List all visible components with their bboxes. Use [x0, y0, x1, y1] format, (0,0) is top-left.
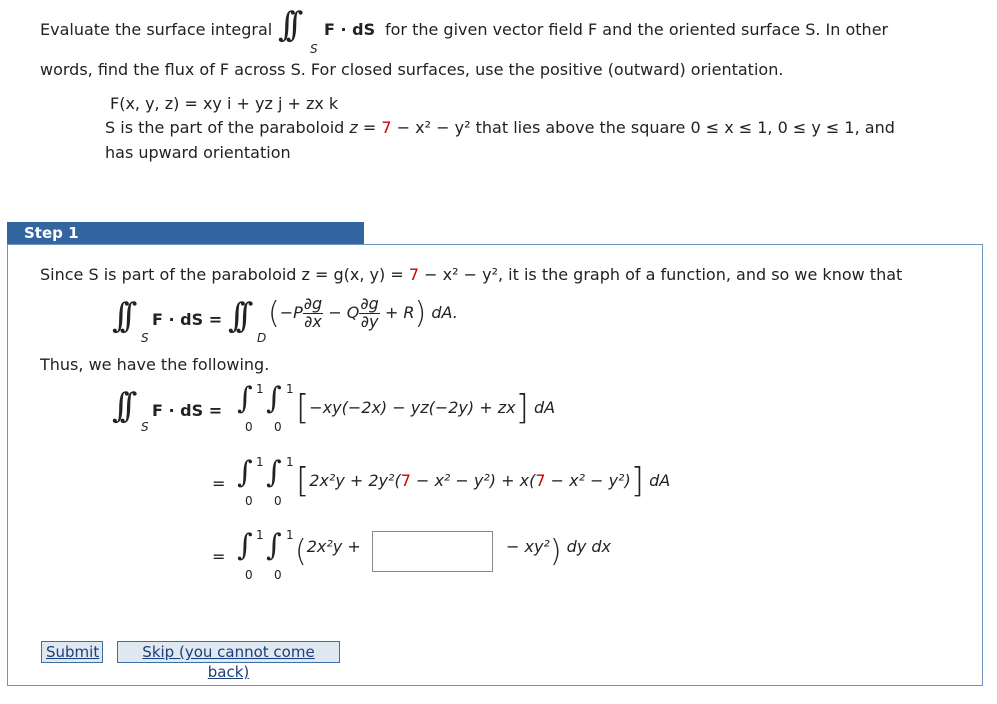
line3-inner-lower: 0	[274, 568, 282, 582]
step-header: Step 1	[7, 222, 364, 245]
step-intro	[40, 265, 902, 284]
line3-outer-lower: 0	[245, 568, 253, 582]
formula-lhs-sub: S	[141, 331, 149, 345]
step-intro-a: Since S is part of the paraboloid z = g(x, y) =	[40, 265, 404, 284]
line2-da: dA	[649, 471, 671, 490]
surface-description	[105, 118, 895, 137]
paraboloid-constant: 7	[381, 118, 392, 137]
line2-inner-integral: ∫	[266, 455, 282, 490]
line3-open: (2x²y +	[295, 534, 361, 569]
line1-lhs-integral: ∫∫	[112, 386, 128, 426]
line2-b: − x² − y²) + x(	[415, 471, 536, 490]
line1-inner-lower: 0	[274, 420, 282, 434]
evaluate-text: Evaluate the surface integral	[40, 20, 273, 39]
line1-body: −xy(−2x) − yz(−2y) + zx	[309, 398, 516, 417]
formula-rhs-sub: D	[257, 331, 267, 345]
line3-a: 2x²y +	[306, 537, 361, 556]
double-integral-symbol: ∫∫	[278, 5, 294, 45]
line2-expression: [2x²y + 2y²(7 − x² − y²) + x(7 − x² − y²)] dA	[296, 461, 671, 501]
line1-da: dA	[533, 398, 556, 417]
line1-outer-lower: 0	[245, 420, 253, 434]
formula-q: − Q	[328, 303, 360, 322]
line2-inner-lower: 0	[274, 494, 282, 508]
formula-rhs-expression: (−P $\frac{\partial g}{\partial x}$ − Q $\frac{\partial g}{\partial y}$ + R) dA.	[268, 294, 458, 331]
line1-expression: [−xy(−2x) − yz(−2y) + zx] dA	[296, 388, 556, 428]
skip-button[interactable]: Skip (you cannot come back)	[117, 641, 340, 663]
line3-end: dy dx	[566, 537, 611, 556]
dg-dx-fraction: $\frac{\partial g}{\partial x}$	[303, 294, 323, 331]
line2-c: − x² − y²)	[550, 471, 631, 490]
line3-outer-integral: ∫	[237, 528, 253, 563]
line2-outer-integral: ∫	[237, 455, 253, 490]
dg-dy-fraction: $\frac{\partial g}{\partial y}$	[360, 294, 379, 331]
integral-subscript-s: S	[310, 42, 318, 56]
line1-outer-integral: ∫	[237, 381, 253, 416]
line1-lhs: F · dS =	[152, 401, 223, 420]
line3-outer-upper: 1	[256, 528, 264, 542]
line3-inner-integral: ∫	[266, 528, 282, 563]
thus-text: Thus, we have the following.	[40, 355, 270, 374]
line2-outer-lower: 0	[245, 494, 253, 508]
line2-outer-upper: 1	[256, 455, 264, 469]
line3-inner-upper: 1	[286, 528, 294, 542]
line1-lhs-sub: S	[141, 420, 149, 434]
formula-rhs-integral: ∫∫	[228, 296, 244, 336]
paraboloid-prefix: z =	[349, 118, 377, 137]
answer-input[interactable]	[372, 531, 493, 572]
vector-field: F(x, y, z) = xy i + yz j + zx k	[110, 94, 339, 113]
surface-desc-c: has upward orientation	[105, 143, 291, 162]
step-intro-b: − x² − y², it is the graph of a function, and so we know that	[424, 265, 903, 284]
problem-line2: words, find the flux of F across S. For closed surfaces, use the positive (outward) orientation.	[40, 60, 784, 79]
formula-da: dA.	[431, 303, 458, 322]
line2-constant-1: 7	[400, 471, 411, 490]
formula-p: −P	[279, 303, 303, 322]
line2-inner-upper: 1	[286, 455, 294, 469]
submit-button[interactable]: Submit	[41, 641, 103, 663]
line1-outer-upper: 1	[256, 382, 264, 396]
problem-line1-rest: for the given vector field F and the oriented surface S. In other	[385, 20, 889, 39]
line1-inner-integral: ∫	[266, 381, 282, 416]
line3-equals: =	[212, 547, 226, 566]
surface-desc-a: S is the part of the paraboloid	[105, 118, 345, 137]
line2-constant-2: 7	[535, 471, 546, 490]
line3-b: − xy²	[506, 537, 550, 556]
formula-r: + R	[384, 303, 415, 322]
line3-close: − xy²) dy dx	[506, 534, 611, 569]
formula-lhs-integral: ∫∫	[112, 296, 128, 336]
surface-desc-b: that lies above the square 0 ≤ x ≤ 1, 0 ≤ y ≤ 1, and	[475, 118, 895, 137]
step-intro-constant: 7	[408, 265, 420, 284]
line1-inner-upper: 1	[286, 382, 294, 396]
line2-a: 2x²y + 2y²(	[309, 471, 401, 490]
paraboloid-rest: − x² − y²	[396, 118, 471, 137]
line2-equals: =	[212, 474, 226, 493]
formula-lhs: F · dS =	[152, 310, 223, 329]
integrand-text: F · dS	[324, 20, 376, 39]
